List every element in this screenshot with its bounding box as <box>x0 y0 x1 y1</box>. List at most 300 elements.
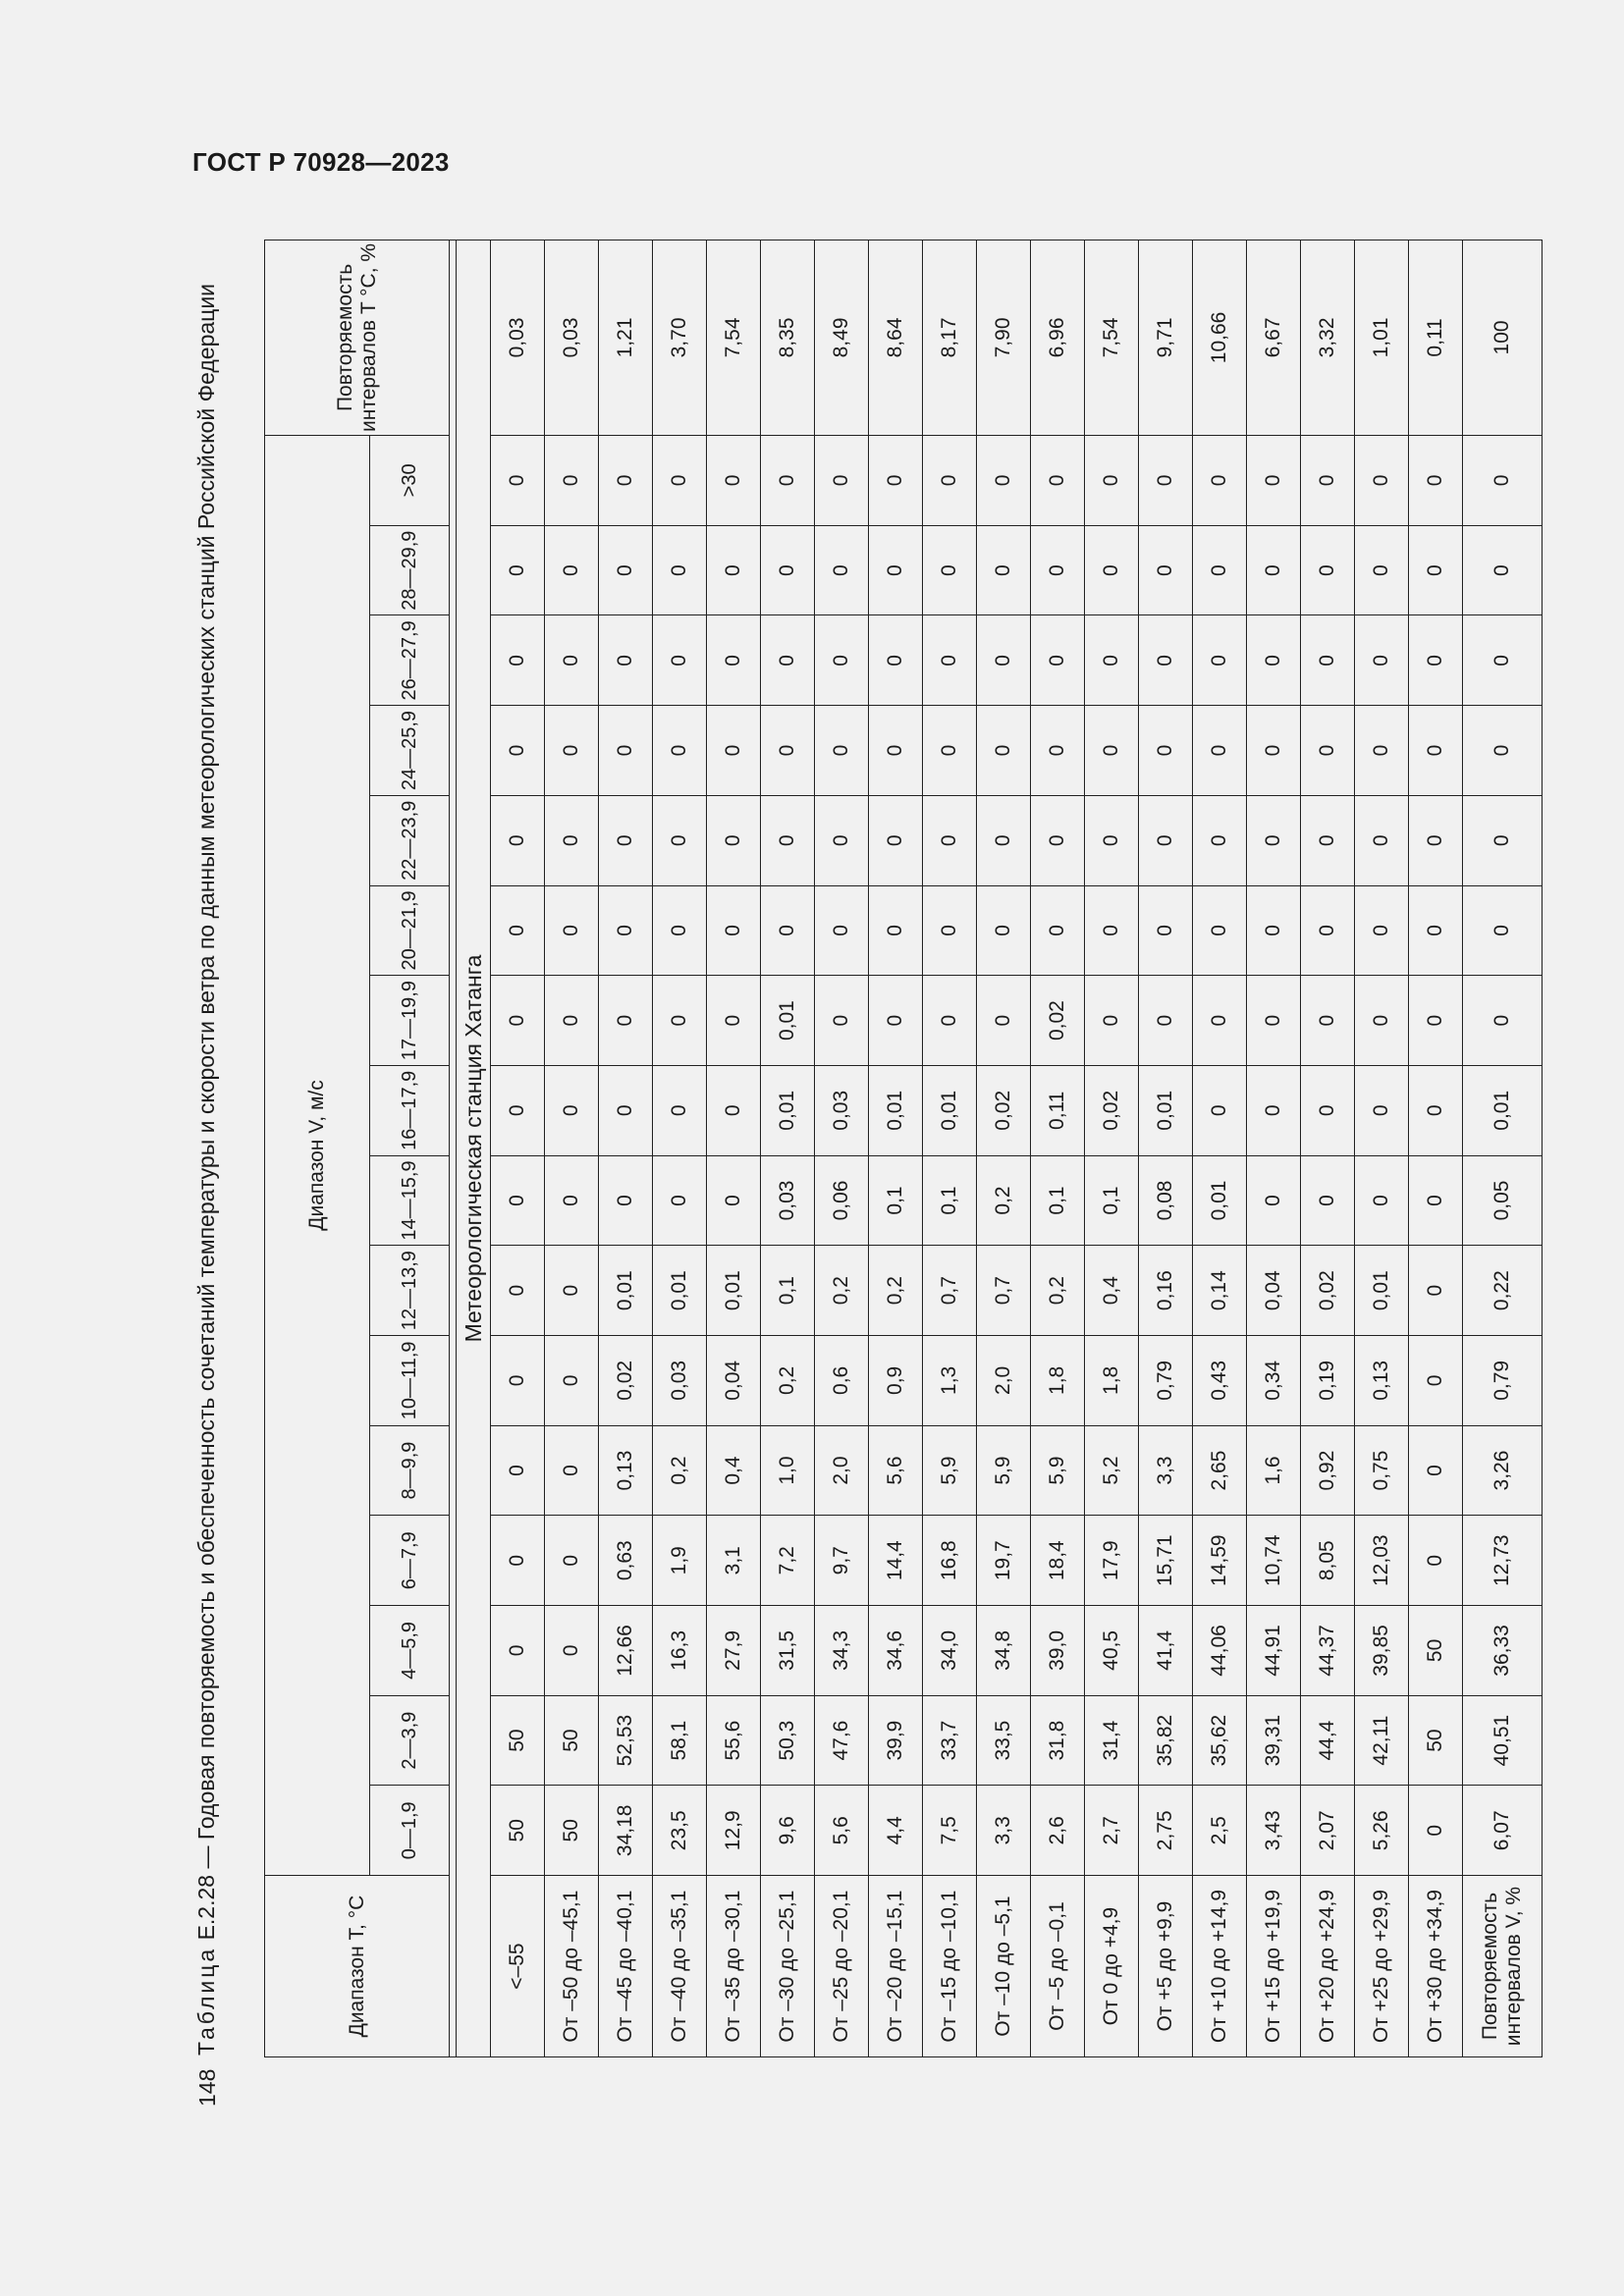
table-cell: 0 <box>491 525 545 615</box>
table-cell: 0 <box>977 885 1031 976</box>
table-cell: 0 <box>1409 1786 1463 1876</box>
table-cell: 0 <box>869 525 923 615</box>
table-cell: 2,6 <box>1031 1786 1085 1876</box>
table-cell: 0 <box>707 615 761 706</box>
table-cell: 0 <box>1085 795 1139 885</box>
table-cell: 3,3 <box>1139 1425 1193 1516</box>
table-cell: 0,79 <box>1139 1336 1193 1426</box>
table-cell: 50 <box>1409 1606 1463 1696</box>
table-cell: 5,6 <box>815 1786 869 1876</box>
table-cell: 0,16 <box>1139 1246 1193 1336</box>
table-cell: 16,3 <box>653 1606 707 1696</box>
table-cell: 0,06 <box>815 1155 869 1246</box>
table-cell: 0,1 <box>1031 1155 1085 1246</box>
table-cell: 31,4 <box>1085 1695 1139 1786</box>
table-cell: 0 <box>707 885 761 976</box>
table-row <box>869 240 923 2057</box>
table-cell: 0 <box>1409 976 1463 1066</box>
table-row <box>815 240 869 2057</box>
total-repeat: 100 <box>1463 240 1543 436</box>
repeat-cell: 7,90 <box>977 240 1031 436</box>
table-cell: 0 <box>1193 615 1247 706</box>
table-cell: 0,11 <box>1031 1065 1085 1155</box>
table-cell: 7,5 <box>923 1786 977 1876</box>
total-cell: 0,22 <box>1463 1246 1543 1336</box>
table-cell: 0 <box>545 1425 599 1516</box>
table-cell: 34,8 <box>977 1606 1031 1696</box>
table-cell: 0 <box>491 795 545 885</box>
table-cell: 9,7 <box>815 1516 869 1606</box>
table-cell: 0 <box>653 615 707 706</box>
table-cell: 0 <box>653 885 707 976</box>
table-cell: 0 <box>815 435 869 525</box>
table-cell: 5,9 <box>923 1425 977 1516</box>
table-cell: 10,74 <box>1247 1516 1301 1606</box>
table-cell: 0 <box>707 795 761 885</box>
table-cell: 0,03 <box>815 1065 869 1155</box>
temp-range-label: От +30 до +34,9 <box>1409 1876 1463 2057</box>
table-cell: 0,04 <box>707 1336 761 1426</box>
table-cell: 2,7 <box>1085 1786 1139 1876</box>
table-cell: 0 <box>1247 1065 1301 1155</box>
table-cell: 0 <box>1139 706 1193 796</box>
table-cell: 0 <box>491 1246 545 1336</box>
temp-range-label: От –20 до –15,1 <box>869 1876 923 2057</box>
table-caption <box>191 4 221 2056</box>
table-cell: 3,1 <box>707 1516 761 1606</box>
total-cell: 40,51 <box>1463 1695 1543 1786</box>
table-row <box>707 240 761 2057</box>
table-cell: 0 <box>653 795 707 885</box>
table-cell: 0 <box>1247 976 1301 1066</box>
table-cell: 0,1 <box>761 1246 815 1336</box>
station-row <box>457 240 491 2057</box>
table-cell: 0 <box>1247 706 1301 796</box>
total-cell: 6,07 <box>1463 1786 1543 1876</box>
repeat-cell: 7,54 <box>707 240 761 436</box>
temp-range-label: От +15 до +19,9 <box>1247 1876 1301 2057</box>
table-cell: 0 <box>599 976 653 1066</box>
table-cell: 0 <box>1301 435 1355 525</box>
total-row <box>1463 240 1543 2057</box>
table-cell: 0 <box>1409 795 1463 885</box>
table-cell: 0 <box>1247 615 1301 706</box>
table-cell: 0 <box>545 1516 599 1606</box>
table-cell: 0 <box>977 615 1031 706</box>
table-cell: 0 <box>1409 706 1463 796</box>
table-cell: 0 <box>923 435 977 525</box>
total-cell: 3,26 <box>1463 1425 1543 1516</box>
table-cell: 0,6 <box>815 1336 869 1426</box>
table-cell: 0 <box>1247 435 1301 525</box>
table-cell: 0 <box>761 435 815 525</box>
table-cell: 0 <box>1409 1246 1463 1336</box>
repeat-cell: 10,66 <box>1193 240 1247 436</box>
table-row <box>923 240 977 2057</box>
table-cell: 0 <box>1301 1065 1355 1155</box>
caption-label: Таблица <box>193 1946 219 2056</box>
table-cell: 0 <box>1247 525 1301 615</box>
table-row <box>491 240 545 2057</box>
temp-range-label: От –30 до –25,1 <box>761 1876 815 2057</box>
table-cell: 40,5 <box>1085 1606 1139 1696</box>
wind-bin-header: 8—9,9 <box>370 1425 450 1516</box>
table-cell: 0,02 <box>1085 1065 1139 1155</box>
table-cell: 0 <box>869 885 923 976</box>
data-table <box>264 240 1543 2057</box>
document-code: ГОСТ Р 70928—2023 <box>192 147 450 177</box>
table-cell: 0,01 <box>1193 1155 1247 1246</box>
table-cell: 0 <box>869 795 923 885</box>
table-cell: 0 <box>1193 525 1247 615</box>
table-cell: 0 <box>653 1065 707 1155</box>
temp-range-label: От –50 до –45,1 <box>545 1876 599 2057</box>
table-cell: 50 <box>545 1695 599 1786</box>
table-cell: 7,2 <box>761 1516 815 1606</box>
wind-bin-header: >30 <box>370 435 450 525</box>
table-cell: 0 <box>1193 706 1247 796</box>
table-cell: 0 <box>923 976 977 1066</box>
table-cell: 0,01 <box>923 1065 977 1155</box>
total-label: Повторяемость интервалов V, % <box>1463 1876 1543 2057</box>
table-cell: 0,08 <box>1139 1155 1193 1246</box>
station-name: Метеорологическая станция Хатанга <box>457 240 491 2057</box>
table-cell: 0 <box>1031 615 1085 706</box>
table-cell: 0,02 <box>977 1065 1031 1155</box>
temp-range-header: Диапазон T, °C <box>265 1876 450 2057</box>
table-cell: 0,34 <box>1247 1336 1301 1426</box>
repeat-cell: 0,03 <box>491 240 545 436</box>
wind-bin-header: 6—7,9 <box>370 1516 450 1606</box>
wind-bin-header: 2—3,9 <box>370 1695 450 1786</box>
total-cell: 0 <box>1463 885 1543 976</box>
table-cell: 17,9 <box>1085 1516 1139 1606</box>
table-cell: 0 <box>491 976 545 1066</box>
table-cell: 0 <box>1409 1336 1463 1426</box>
repeat-cell: 3,70 <box>653 240 707 436</box>
table-cell: 0,43 <box>1193 1336 1247 1426</box>
table-cell: 0,2 <box>1031 1246 1085 1336</box>
table-cell: 39,85 <box>1355 1606 1409 1696</box>
table-cell: 0 <box>1301 795 1355 885</box>
table-cell: 0,01 <box>1139 1065 1193 1155</box>
total-cell: 12,73 <box>1463 1516 1543 1606</box>
temp-range-label: От –40 до –35,1 <box>653 1876 707 2057</box>
table-cell: 0 <box>545 1246 599 1336</box>
table-cell: 0 <box>707 525 761 615</box>
table-cell: 0,04 <box>1247 1246 1301 1336</box>
table-cell: 0 <box>653 435 707 525</box>
table-cell: 55,6 <box>707 1695 761 1786</box>
temp-range-label: От –5 до –0,1 <box>1031 1876 1085 2057</box>
table-cell: 0 <box>1139 976 1193 1066</box>
wind-bin-header: 28—29,9 <box>370 525 450 615</box>
table-cell: 0 <box>491 615 545 706</box>
table-cell: 0 <box>545 435 599 525</box>
table-cell: 0 <box>1409 615 1463 706</box>
temp-range-label: От –25 до –20,1 <box>815 1876 869 2057</box>
table-row <box>761 240 815 2057</box>
table-cell: 19,7 <box>977 1516 1031 1606</box>
table-cell: 0 <box>1301 1155 1355 1246</box>
repeat-cell: 7,54 <box>1085 240 1139 436</box>
table-cell: 0,2 <box>761 1336 815 1426</box>
repeat-cell: 1,21 <box>599 240 653 436</box>
table-cell: 34,6 <box>869 1606 923 1696</box>
table-cell: 0 <box>1355 706 1409 796</box>
table-cell: 12,66 <box>599 1606 653 1696</box>
header-separator <box>450 240 457 2057</box>
table-cell: 0 <box>761 525 815 615</box>
table-cell: 0 <box>707 1065 761 1155</box>
table-cell: 5,9 <box>977 1425 1031 1516</box>
table-cell: 0,01 <box>707 1246 761 1336</box>
table-cell: 5,9 <box>1031 1425 1085 1516</box>
table-cell: 0,03 <box>761 1155 815 1246</box>
table-cell: 0 <box>1409 1516 1463 1606</box>
table-cell: 0 <box>707 976 761 1066</box>
table-cell: 0 <box>815 976 869 1066</box>
wind-bin-header: 26—27,9 <box>370 615 450 706</box>
temp-range-label: От +5 до +9,9 <box>1139 1876 1193 2057</box>
wind-bin-header: 12—13,9 <box>370 1246 450 1336</box>
table-cell: 0 <box>1409 1065 1463 1155</box>
temp-range-label: От –35 до –30,1 <box>707 1876 761 2057</box>
table-cell: 31,5 <box>761 1606 815 1696</box>
table-cell: 0 <box>1085 615 1139 706</box>
table-cell: 52,53 <box>599 1695 653 1786</box>
table-cell: 0 <box>1409 1425 1463 1516</box>
table-cell: 41,4 <box>1139 1606 1193 1696</box>
table-cell: 44,91 <box>1247 1606 1301 1696</box>
table-cell: 0 <box>707 435 761 525</box>
table-cell: 0,1 <box>869 1155 923 1246</box>
table-cell: 0 <box>1355 615 1409 706</box>
repeat-cell: 8,17 <box>923 240 977 436</box>
table-cell: 27,9 <box>707 1606 761 1696</box>
table-cell: 0 <box>653 1155 707 1246</box>
table-cell: 0 <box>1301 615 1355 706</box>
table-cell: 16,8 <box>923 1516 977 1606</box>
table-cell: 0 <box>653 706 707 796</box>
table-cell: 0,2 <box>869 1246 923 1336</box>
table-cell: 0 <box>1085 706 1139 796</box>
table-cell: 0 <box>491 1425 545 1516</box>
table-cell: 0 <box>1139 615 1193 706</box>
repeat-cell: 8,49 <box>815 240 869 436</box>
wind-bin-header: 22—23,9 <box>370 795 450 885</box>
table-cell: 0,2 <box>653 1425 707 1516</box>
table-cell: 35,62 <box>1193 1695 1247 1786</box>
repeat-cell: 9,71 <box>1139 240 1193 436</box>
table-cell: 0 <box>1301 525 1355 615</box>
repeat-cell: 8,64 <box>869 240 923 436</box>
wind-bin-header: 0—1,9 <box>370 1786 450 1876</box>
table-cell: 0,9 <box>869 1336 923 1426</box>
table-cell: 0 <box>815 795 869 885</box>
table-cell: 0,1 <box>923 1155 977 1246</box>
table-cell: 0,2 <box>815 1246 869 1336</box>
table-cell: 0 <box>1031 706 1085 796</box>
table-cell: 0 <box>1409 525 1463 615</box>
table-cell: 0 <box>599 885 653 976</box>
table-cell: 5,2 <box>1085 1425 1139 1516</box>
wind-bin-header: 4—5,9 <box>370 1606 450 1696</box>
table-cell: 0 <box>977 525 1031 615</box>
total-cell: 0 <box>1463 525 1543 615</box>
table-cell: 0,13 <box>1355 1336 1409 1426</box>
table-cell: 0,03 <box>653 1336 707 1426</box>
table-cell: 0 <box>1301 706 1355 796</box>
table-cell: 0,19 <box>1301 1336 1355 1426</box>
table-cell: 0 <box>545 525 599 615</box>
table-cell: 0 <box>869 615 923 706</box>
repeat-cell: 3,32 <box>1301 240 1355 436</box>
table-cell: 0 <box>491 1336 545 1426</box>
repeat-cell: 0,03 <box>545 240 599 436</box>
table-cell: 0 <box>1139 795 1193 885</box>
table-cell: 0 <box>653 976 707 1066</box>
table-cell: 0 <box>761 706 815 796</box>
table-cell: 0 <box>1355 525 1409 615</box>
table-cell: 58,1 <box>653 1695 707 1786</box>
table-cell: 12,03 <box>1355 1516 1409 1606</box>
table-cell: 0 <box>545 976 599 1066</box>
table-cell: 0 <box>1085 435 1139 525</box>
table-cell: 0 <box>1031 885 1085 976</box>
table-cell: 0 <box>1139 885 1193 976</box>
table-cell: 0,14 <box>1193 1246 1247 1336</box>
table-cell: 0 <box>599 615 653 706</box>
table-cell: 0 <box>815 615 869 706</box>
temp-range-label: От +25 до +29,9 <box>1355 1876 1409 2057</box>
table-cell: 0 <box>545 885 599 976</box>
table-cell: 0 <box>1355 976 1409 1066</box>
table-cell: 0 <box>491 885 545 976</box>
table-cell: 5,6 <box>869 1425 923 1516</box>
table-cell: 0 <box>1193 885 1247 976</box>
table-cell: 0,7 <box>923 1246 977 1336</box>
temp-range-label: От +20 до +24,9 <box>1301 1876 1355 2057</box>
table-cell: 0 <box>923 525 977 615</box>
table-cell: 0 <box>923 615 977 706</box>
table-cell: 50 <box>545 1786 599 1876</box>
table-cell: 1,8 <box>1085 1336 1139 1426</box>
table-cell: 0 <box>1355 885 1409 976</box>
table-row <box>1085 240 1139 2057</box>
table-cell: 0 <box>1355 1065 1409 1155</box>
table-cell: 4,4 <box>869 1786 923 1876</box>
table-cell: 42,11 <box>1355 1695 1409 1786</box>
table-cell: 0 <box>1085 976 1139 1066</box>
total-cell: 0,79 <box>1463 1336 1543 1426</box>
table-cell: 0 <box>599 706 653 796</box>
table-cell: 1,0 <box>761 1425 815 1516</box>
table-row <box>1193 240 1247 2057</box>
table-cell: 0,63 <box>599 1516 653 1606</box>
wind-range-header: Диапазон V, м/с <box>265 435 370 1875</box>
table-cell: 2,0 <box>977 1336 1031 1426</box>
wind-bin-header: 20—21,9 <box>370 885 450 976</box>
table-cell: 0 <box>761 885 815 976</box>
wind-bin-header: 17—19,9 <box>370 976 450 1066</box>
table-cell: 0 <box>545 706 599 796</box>
table-cell: 0 <box>599 795 653 885</box>
table-cell: 0 <box>815 885 869 976</box>
total-cell: 0 <box>1463 435 1543 525</box>
table-cell: 0,01 <box>1355 1246 1409 1336</box>
table-cell: 33,7 <box>923 1695 977 1786</box>
table-row <box>653 240 707 2057</box>
table-cell: 0 <box>491 706 545 796</box>
table-cell: 0 <box>1247 885 1301 976</box>
table-cell: 0,4 <box>1085 1246 1139 1336</box>
table-cell: 0 <box>1247 1155 1301 1246</box>
table-cell: 0 <box>923 885 977 976</box>
temp-range-label: <–55 <box>491 1876 545 2057</box>
total-cell: 0 <box>1463 795 1543 885</box>
table-cell: 5,26 <box>1355 1786 1409 1876</box>
table-cell: 0,02 <box>599 1336 653 1426</box>
table-cell: 0 <box>815 706 869 796</box>
table-cell: 0 <box>545 1065 599 1155</box>
table-cell: 0 <box>707 1155 761 1246</box>
table-cell: 0 <box>1355 435 1409 525</box>
table-cell: 0 <box>707 706 761 796</box>
table-cell: 0,01 <box>761 1065 815 1155</box>
table-cell: 0,4 <box>707 1425 761 1516</box>
table-cell: 0 <box>491 435 545 525</box>
repeat-cell: 8,35 <box>761 240 815 436</box>
table-row <box>1301 240 1355 2057</box>
table-cell: 39,9 <box>869 1695 923 1786</box>
table-cell: 0 <box>977 435 1031 525</box>
table-cell: 50,3 <box>761 1695 815 1786</box>
table-cell: 0 <box>977 795 1031 885</box>
caption-text: — Годовая повторяемость и обеспеченность сочетаний температуры и скорости ветра по данным метеорологических станций Российской Федерации <box>193 283 219 1869</box>
table-cell: 0 <box>491 1606 545 1696</box>
table-cell: 50 <box>491 1786 545 1876</box>
table-cell: 0 <box>599 1155 653 1246</box>
repeat-cell: 6,67 <box>1247 240 1301 436</box>
table-cell: 0 <box>923 795 977 885</box>
table-cell: 0 <box>491 1516 545 1606</box>
table-cell: 0 <box>1031 525 1085 615</box>
table-cell: 14,59 <box>1193 1516 1247 1606</box>
total-cell: 0,05 <box>1463 1155 1543 1246</box>
repeat-cell: 1,01 <box>1355 240 1409 436</box>
table-cell: 0,01 <box>599 1246 653 1336</box>
table-cell: 0 <box>923 706 977 796</box>
table-cell: 0 <box>1409 1155 1463 1246</box>
table-cell: 34,3 <box>815 1606 869 1696</box>
wind-bin-header: 16—17,9 <box>370 1065 450 1155</box>
table-cell: 0 <box>1355 795 1409 885</box>
table-cell: 34,0 <box>923 1606 977 1696</box>
table-cell: 0,01 <box>761 976 815 1066</box>
wind-bin-header: 24—25,9 <box>370 706 450 796</box>
table-cell: 0 <box>1409 435 1463 525</box>
table-cell: 0 <box>869 976 923 1066</box>
total-cell: 0,01 <box>1463 1065 1543 1155</box>
table-cell: 0 <box>1031 795 1085 885</box>
table-cell: 2,75 <box>1139 1786 1193 1876</box>
table-cell: 2,65 <box>1193 1425 1247 1516</box>
table-cell: 39,0 <box>1031 1606 1085 1696</box>
table-cell: 0,1 <box>1085 1155 1139 1246</box>
table-cell: 0 <box>1139 435 1193 525</box>
table-cell: 0 <box>545 1606 599 1696</box>
